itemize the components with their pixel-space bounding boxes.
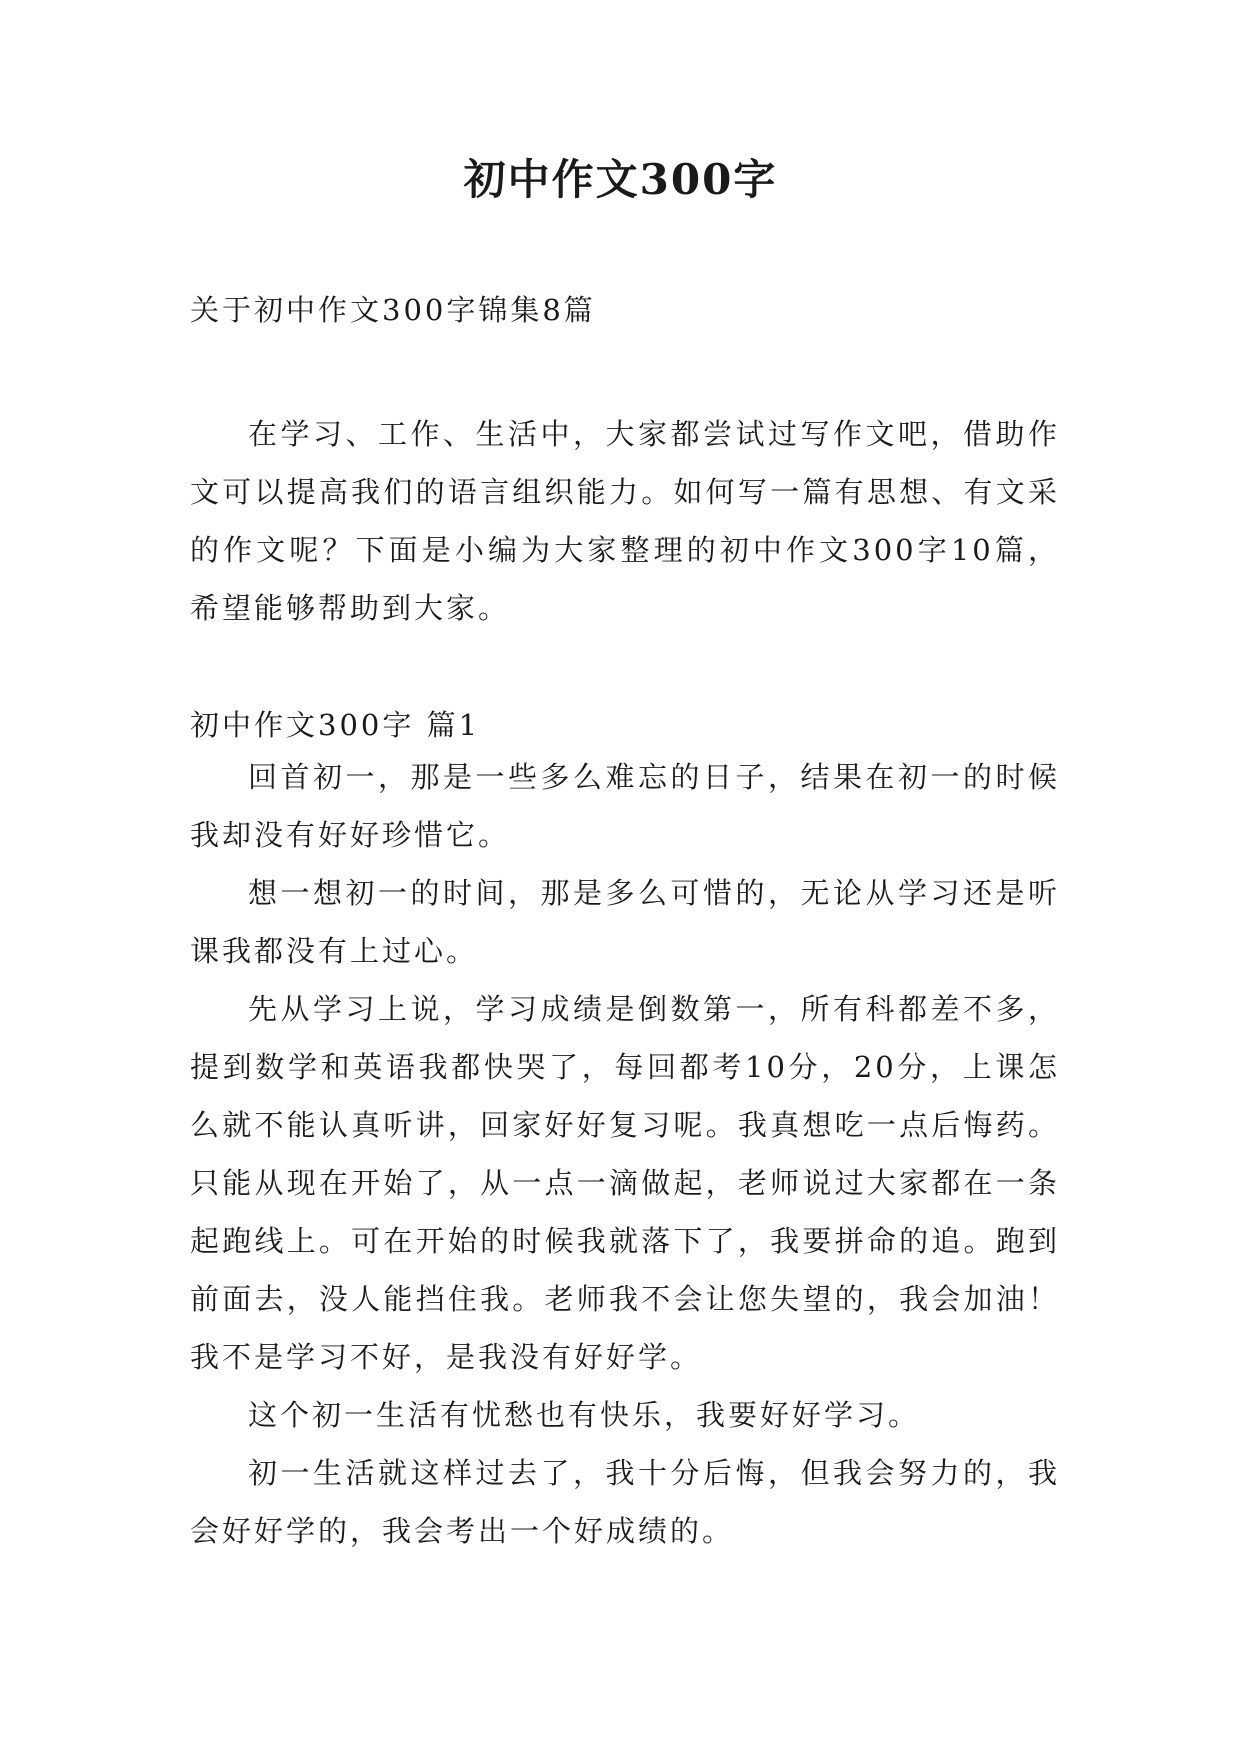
section-body: [190, 748, 1060, 1560]
essay-paragraph: 先从学习上说，学习成绩是倒数第一，所有科都差不多，提到数学和英语我都快哭了，每回都考10分，20分，上课怎么就不能认真听讲，回家好好复习呢。我真想吃一点后悔药。只能从现在开始了，从一点一滴做起，老师说过大家都在一条起跑线上。可在开始的时候我就落下了，我要拼命的追。跑到前面去，没人能挡住我。老师我不会让您失望的，我会加油！我不是学习不好，是我没有好好学。: [190, 992, 1060, 1374]
essay-paragraph: 回首初一，那是一些多么难忘的日子，结果在初一的时候我却没有好好珍惜它。: [190, 760, 1060, 852]
section-heading: 初中作文300字 篇1: [190, 708, 481, 742]
essay-paragraph: 这个初一生活有忧愁也有快乐，我要好好学习。: [248, 1398, 921, 1432]
document-title: 初中作文300字: [463, 155, 778, 204]
essay-paragraph: 初一生活就这样过去了，我十分后悔，但我会努力的，我会好好学的，我会考出一个好成绩的。: [190, 1456, 1060, 1548]
document-subtitle: 关于初中作文300字锦集8篇: [190, 293, 596, 327]
intro-paragraph: 在学习、工作、生活中，大家都尝试过写作文吧，借助作文可以提高我们的语言组织能力。如何写一篇有思想、有文采的作文呢？下面是小编为大家整理的初中作文300字10篇，希望能够帮助到大家。: [190, 417, 1060, 625]
intro-block: [190, 405, 1060, 637]
essay-paragraph: 想一想初一的时间，那是多么可惜的，无论从学习还是听课我都没有上过心。: [190, 876, 1060, 968]
